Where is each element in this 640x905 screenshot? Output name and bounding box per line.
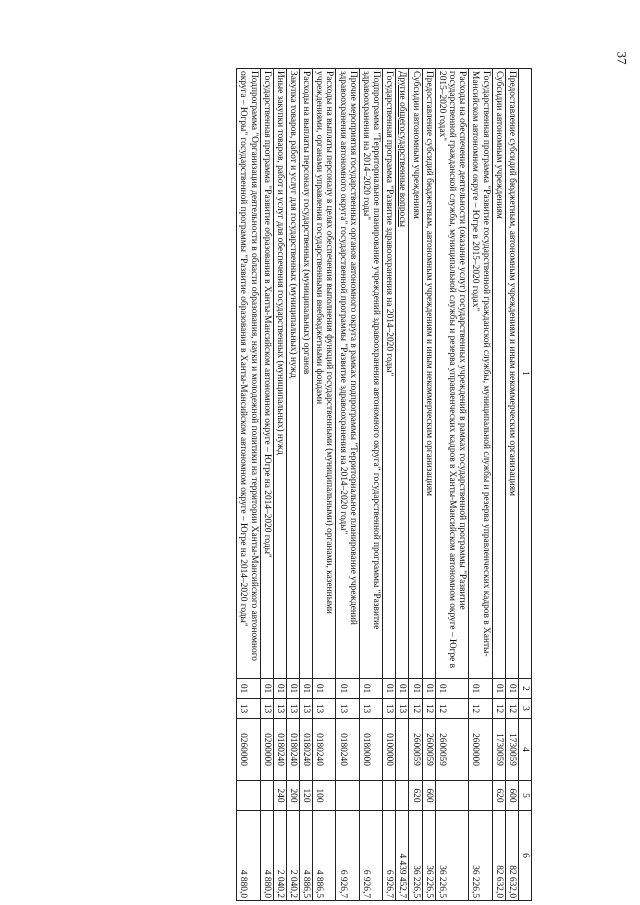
col-header-3: 3 [518,699,531,719]
table-row [359,69,382,901]
table-row [505,69,518,901]
table-row [336,69,359,901]
budget-table [236,68,532,901]
row-name: Расходы на обеспечение деятельности (оказание услуг) государственных учреждений в рамках государственной программы "Развитие государственной гражданской службы, муниципальной службы и резерва управленческих кадров в Ханты-Мансийском автономном округе – Югре в 2015–2020 годах" [435,69,468,679]
row-name: Другие общегосударственные вопросы [396,69,409,679]
row-subsection: 12 [409,699,422,719]
row-expense-type [237,781,260,811]
row-section: 01 [396,679,409,699]
row-subsection: 12 [469,699,492,719]
row-target-article: 0180000 [359,719,382,781]
row-amount: 2 040,2 [273,811,286,901]
table-row [273,69,286,901]
row-section: 01 [273,679,286,699]
row-section: 01 [336,679,359,699]
row-target-article: 0180240 [313,719,336,781]
table-row [300,69,313,901]
row-target-article: 0180240 [273,719,286,781]
row-name: Подпрограмма "Территориальное планирование учреждений здравоохранения автономного округа" государственной программы "Развитие здравоохранения на 2014–2020 годы" [359,69,382,679]
table-row [409,69,422,901]
row-target-article: 0260000 [237,719,260,781]
row-section: 01 [286,679,299,699]
row-amount: 82 632,0 [505,811,518,901]
row-expense-type [383,781,396,811]
row-subsection: 12 [435,699,468,719]
row-amount: 6 926,7 [336,811,359,901]
row-target-article: 1730059 [492,719,505,781]
row-subsection: 13 [359,699,382,719]
row-target-article: 0180240 [300,719,313,781]
row-target-article [396,719,409,781]
row-amount: 6 926,7 [359,811,382,901]
table-row [313,69,336,901]
row-expense-type: 200 [286,781,299,811]
table-row [260,69,273,901]
row-expense-type [469,781,492,811]
row-section: 01 [492,679,505,699]
row-amount: 36 226,5 [409,811,422,901]
col-header-4: 4 [518,719,531,781]
table-row [383,69,396,901]
table-row [469,69,492,901]
row-section: 01 [409,679,422,699]
col-header-1: 1 [518,69,531,679]
row-section: 01 [435,679,468,699]
row-name: Расходы на выплаты персоналу в целях обеспечения выполнения функций государственными (муниципальными) органами, казенными учреждениями, органами управления государственными внебюджетными фондами [313,69,336,679]
row-expense-type [435,781,468,811]
row-name: Расходы на выплаты персоналу государственных (муниципальных) органов [300,69,313,679]
row-subsection: 13 [286,699,299,719]
table-row [422,69,435,901]
row-expense-type: 620 [492,781,505,811]
row-name: Государственная программа "Развитие государственной гражданской службы, муниципальной службы и резерва управленческих кадров в Ханты-Мансийском автономном округе – Югре в 2015–2020 годах" [469,69,492,679]
row-subsection: 13 [237,699,260,719]
row-expense-type [359,781,382,811]
row-expense-type: 100 [313,781,336,811]
page-number: 37 [614,51,630,65]
row-section: 01 [359,679,382,699]
row-expense-type [260,781,273,811]
row-expense-type: 120 [300,781,313,811]
col-header-2: 2 [518,679,531,699]
row-expense-type: 240 [273,781,286,811]
row-target-article: 2600059 [409,719,422,781]
row-section: 01 [313,679,336,699]
row-section: 01 [300,679,313,699]
row-name: Прочие мероприятия государственных органов автономного округа в рамках подпрограммы "Территориальное планирование учреждений здравоохранения автономного округа" государственной программы "Развитие здравоохранения на 2014–2020 годы" [336,69,359,679]
row-name: Предоставление субсидий бюджетным, автономным учреждениям и иным некоммерческим организациям [422,69,435,679]
row-name: Предоставление субсидий бюджетным, автономным учреждениям и иным некоммерческим организациям [505,69,518,679]
row-section: 01 [505,679,518,699]
row-amount: 36 226,5 [469,811,492,901]
row-amount: 6 926,7 [383,811,396,901]
row-amount: 82 632,0 [492,811,505,901]
row-name: Иные закупки товаров, работ и услуг для обеспечения государственных (муниципальных) нужд [273,69,286,679]
row-amount: 4 886,5 [300,811,313,901]
row-expense-type: 600 [505,781,518,811]
row-expense-type: 620 [409,781,422,811]
header-row [518,69,531,901]
row-subsection: 13 [260,699,273,719]
row-amount: 2 040,2 [286,811,299,901]
row-subsection: 13 [336,699,359,719]
table-row [286,69,299,901]
row-section: 01 [469,679,492,699]
table-row [435,69,468,901]
row-amount: 36 226,5 [422,811,435,901]
row-amount: 4 880,0 [237,811,260,901]
row-name: Субсидии автономным учреждениям [409,69,422,679]
row-subsection: 13 [383,699,396,719]
table-row [492,69,505,901]
row-expense-type: 600 [422,781,435,811]
row-section: 01 [383,679,396,699]
row-name: Государственная программа "Развитие образования в Ханты-Мансийском автономном округе – Югре на 2014–2020 годы" [260,69,273,679]
row-subsection: 13 [273,699,286,719]
row-expense-type [336,781,359,811]
rotated-table-wrapper [52,68,532,900]
row-target-article: 1730059 [505,719,518,781]
row-subsection: 12 [492,699,505,719]
col-header-5: 5 [518,781,531,811]
row-target-article: 0180240 [286,719,299,781]
row-name: Субсидии автономным учреждениям [492,69,505,679]
row-amount: 4 886,5 [313,811,336,901]
row-subsection: 12 [422,699,435,719]
row-expense-type [396,781,409,811]
row-name: Государственная программа "Развитие здравоохранения на 2014–2020 годы" [383,69,396,679]
row-section: 01 [260,679,273,699]
table-row [237,69,260,901]
row-name: Закупка товаров, работ и услуг для государственных (муниципальных) нужд [286,69,299,679]
row-target-article: 2600000 [469,719,492,781]
row-section: 01 [237,679,260,699]
row-subsection: 12 [505,699,518,719]
row-subsection: 13 [396,699,409,719]
table-row [396,69,409,901]
row-target-article: 2600059 [435,719,468,781]
row-target-article: 2600059 [422,719,435,781]
row-target-article: 0200000 [260,719,273,781]
row-amount: 36 226,5 [435,811,468,901]
row-amount: 4 439 452,7 [396,811,409,901]
row-section: 01 [422,679,435,699]
row-name: Подпрограмма "Организация деятельности в области образования, науки и молодежной политики на территории Ханты-Мансийского автономного округа – Югры" государственной программы "Развитие образования в Ханты-Мансийском автономном округе – Югре на 2014–2020 годы" [237,69,260,679]
col-header-6: 6 [518,811,531,901]
row-amount: 4 880,0 [260,811,273,901]
row-target-article: 0100000 [383,719,396,781]
row-subsection: 13 [300,699,313,719]
row-target-article: 0180240 [336,719,359,781]
row-subsection: 13 [313,699,336,719]
